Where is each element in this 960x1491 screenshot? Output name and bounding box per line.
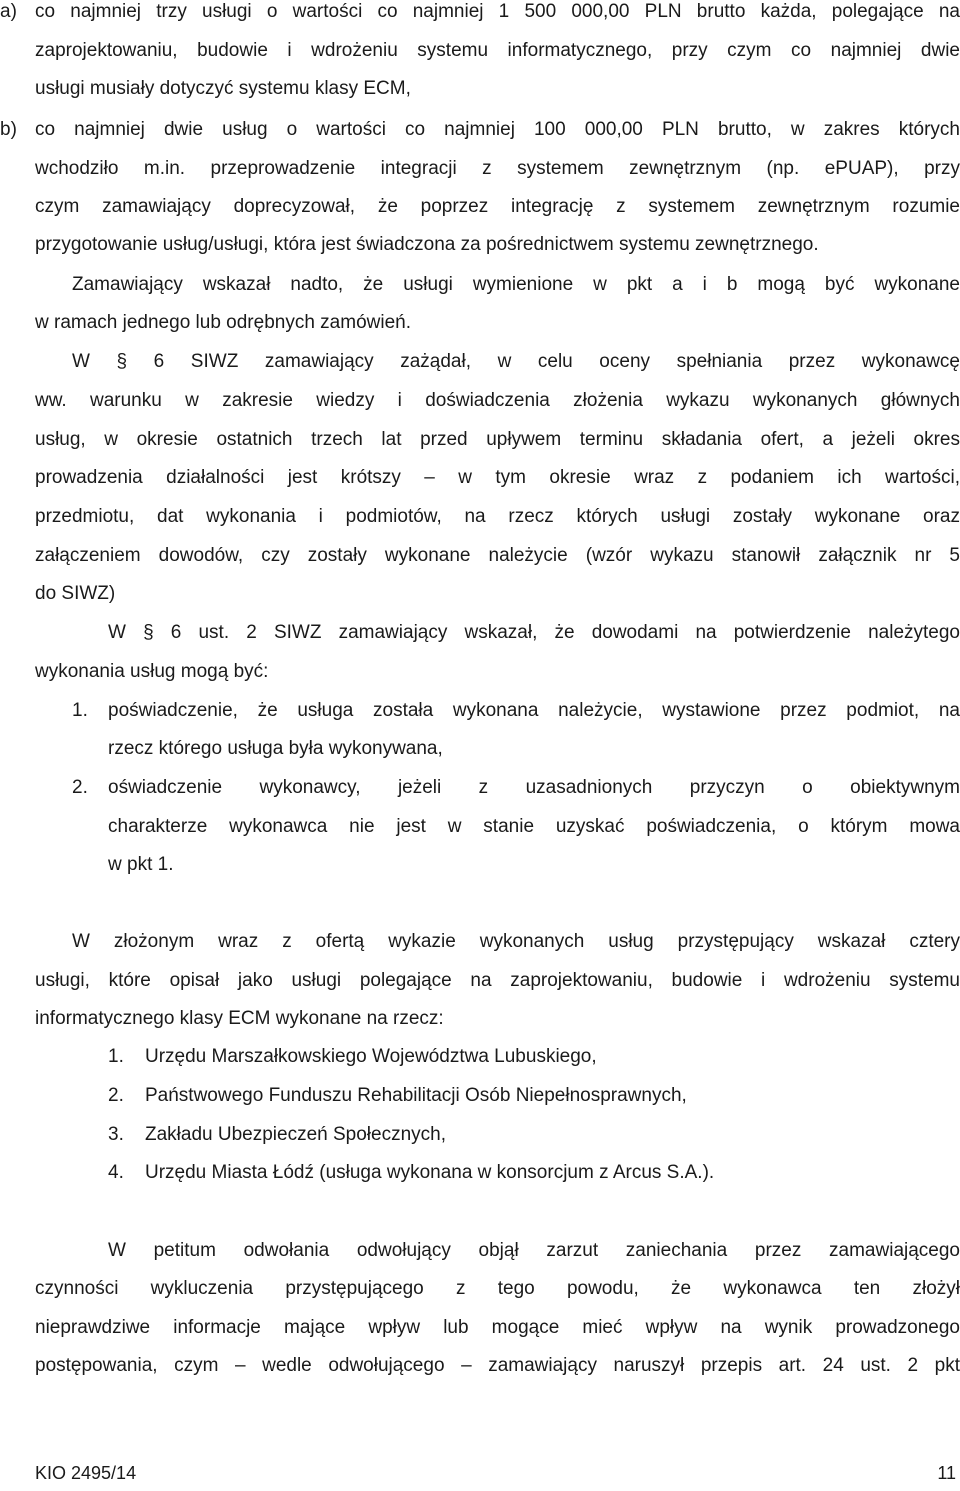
text-line: prowadzenia działalności jest krótszy – w tym okresie wraz z podaniem ich wartości, (35, 467, 960, 488)
list-item-line: poświadczenie, że usługa została wykonana należycie, wystawione przez podmiot, na (108, 700, 960, 721)
text-line: czynności wykluczenia przystępującego z tego powodu, że wykonawca ten złożył (35, 1278, 960, 1299)
text-line: ww. warunku w zakresie wiedzy i doświadczenia złożenia wykazu wykonanych głównych (35, 390, 960, 411)
text-line: nieprawdziwe informacje mające wpływ lub mogące mieć wpływ na wynik prowadzonego (35, 1317, 960, 1338)
list-number: 1. (72, 700, 88, 721)
text-line: w ramach jednego lub odrębnych zamówień. (35, 312, 411, 333)
text-line: do SIWZ) (35, 583, 116, 604)
list-marker-b: b) (0, 119, 17, 140)
text-line: czym zamawiający doprecyzował, że poprzez integrację z systemem zewnętrznym rozumie (35, 196, 960, 217)
footer-case-reference: KIO 2495/14 (35, 1463, 137, 1483)
text-line: zaprojektowaniu, budowie i wdrożeniu systemu informatycznego, przy czym co najmniej dwie (35, 40, 960, 61)
list-item-line: Zakładu Ubezpieczeń Społecznych, (145, 1124, 447, 1145)
list-item-line: w pkt 1. (108, 854, 174, 875)
list-item-line: Urzędu Miasta Łódź (usługa wykonana w konsorcjum z Arcus S.A.). (145, 1162, 715, 1183)
list-number: 1. (108, 1046, 124, 1067)
text-line: załączeniem dowodów, czy zostały wykonane należycie (wzór wykazu stanowił załącznik nr 5 (35, 545, 960, 566)
text-line: co najmniej trzy usługi o wartości co najmniej 1 500 000,00 PLN brutto każda, polegające na (35, 1, 960, 22)
text-line: postępowania, czym – wedle odwołującego – zamawiający naruszył przepis art. 24 ust. 2 pkt (35, 1355, 960, 1376)
text-line: Zamawiający wskazał nadto, że usługi wymienione w pkt a i b mogą być wykonane (72, 274, 960, 295)
text-line: W § 6 SIWZ zamawiający zażądał, w celu oceny spełniania przez wykonawcę (72, 351, 960, 372)
text-line: przedmiotu, dat wykonania i podmiotów, na rzecz których usługi zostały wykonane oraz (35, 506, 960, 527)
list-item-line: rzecz którego usługa była wykonywana, (108, 738, 443, 759)
text-line: wykonania usług mogą być: (35, 661, 269, 682)
list-item-line: oświadczenie wykonawcy, jeżeli z uzasadnionych przyczyn o obiektywnym (108, 777, 960, 798)
text-line: usługi, które opisał jako usługi polegające na zaprojektowaniu, budowie i wdrożeniu systemu (35, 970, 960, 991)
list-item-line: Państwowego Funduszu Rehabilitacji Osób Niepełnosprawnych, (145, 1085, 687, 1106)
text-line: usługi musiały dotyczyć systemu klasy ECM, (35, 78, 411, 99)
text-line: usług, w okresie ostatnich trzech lat przed upływem terminu składania ofert, a jeżeli okres (35, 429, 960, 450)
list-number: 3. (108, 1124, 124, 1145)
list-item-line: Urzędu Marszałkowskiego Województwa Lubuskiego, (145, 1046, 597, 1067)
text-line: W złożonym wraz z ofertą wykazie wykonanych usług przystępujący wskazał cztery (72, 931, 960, 952)
text-line: wchodziło m.in. przeprowadzenie integracji z systemem zewnętrznym (np. ePUAP), przy (35, 158, 960, 179)
list-number: 4. (108, 1162, 124, 1183)
text-line: W petitum odwołania odwołujący objął zarzut zaniechania przez zamawiającego (108, 1240, 960, 1261)
list-number: 2. (108, 1085, 124, 1106)
footer-page-number: 11 (937, 1463, 956, 1483)
text-line: W § 6 ust. 2 SIWZ zamawiający wskazał, że dowodami na potwierdzenie należytego (108, 622, 960, 643)
text-line: przygotowanie usług/usługi, która jest świadczona za pośrednictwem systemu zewnętrznego. (35, 234, 819, 255)
list-item-line: charakterze wykonawca nie jest w stanie uzyskać poświadczenia, o którym mowa (108, 816, 960, 837)
list-marker-a: a) (0, 1, 17, 22)
text-line: informatycznego klasy ECM wykonane na rzecz: (35, 1008, 444, 1029)
text-line: co najmniej dwie usług o wartości co najmniej 100 000,00 PLN brutto, w zakres których (35, 119, 960, 140)
list-number: 2. (72, 777, 88, 798)
